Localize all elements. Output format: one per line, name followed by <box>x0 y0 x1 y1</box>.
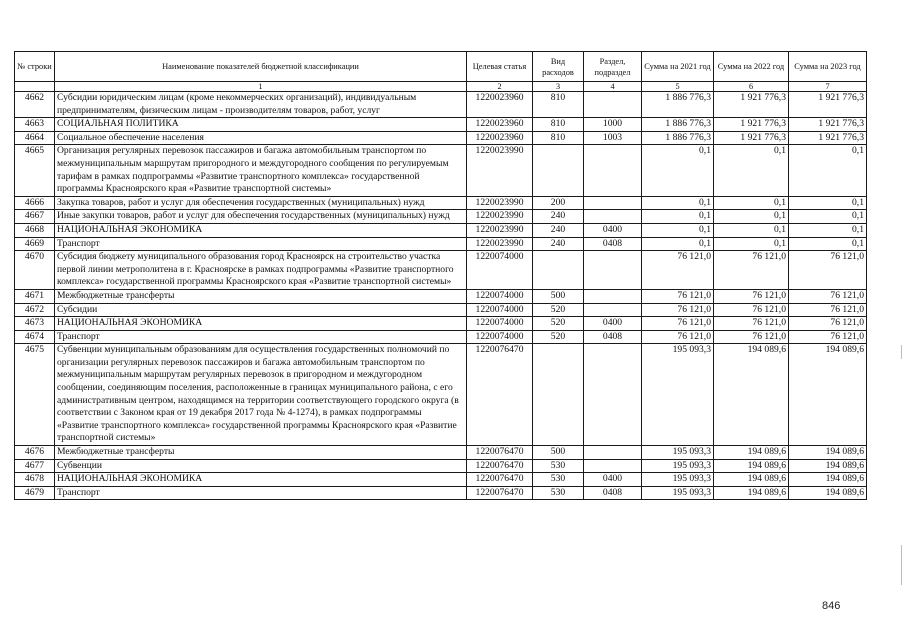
table-row <box>15 289 867 303</box>
row-number-cell: 4675 <box>15 344 55 446</box>
indicator-name-cell: СОЦИАЛЬНАЯ ПОЛИТИКА <box>55 118 467 132</box>
expense-type-cell: 500 <box>533 289 584 303</box>
row-number-cell: 4673 <box>15 317 55 331</box>
header-row-no: № строки <box>15 52 55 82</box>
target-article-cell: 1220076470 <box>467 473 533 487</box>
target-article-cell: 1220074000 <box>467 303 533 317</box>
table-row <box>15 446 867 460</box>
target-article-cell: 1220074000 <box>467 251 533 290</box>
section-code-cell <box>584 210 642 224</box>
indicator-name-cell: Субвенции муниципальным образованиям для осуществления государственных полномочий по организации регулярных перевозок пассажиров и багажа автомобильным транспортом по межмуниципальным маршрутам регулярных перевозок в пригородном и междугородном сообщении, соединяющим поселения, расположенные в границах муниципального района, с его административным центром, находящимся на территории соответствующего городского округа (в соответствии с Законом края от 19 декабря 2017 года № 4-1274), в рамках подпрограммы «Развитие транспортного комплекса» государственной программы Красноярского края «Развитие транспортной системы» <box>55 344 467 446</box>
row-number-cell: 4671 <box>15 289 55 303</box>
indicator-name-cell: НАЦИОНАЛЬНАЯ ЭКОНОМИКА <box>55 473 467 487</box>
row-number-cell: 4669 <box>15 237 55 251</box>
sum-2023-cell: 1 921 776,3 <box>789 92 867 118</box>
sum-2022-cell: 0,1 <box>714 223 789 237</box>
sum-2023-cell: 76 121,0 <box>789 317 867 331</box>
target-article-cell: 1220023990 <box>467 196 533 210</box>
sum-2021-cell: 0,1 <box>642 196 714 210</box>
indicator-name-cell: Транспорт <box>55 237 467 251</box>
indicator-name-cell: Транспорт <box>55 330 467 344</box>
sum-2022-cell: 76 121,0 <box>714 330 789 344</box>
header-sum-2021: Сумма на 2021 год <box>642 52 714 82</box>
table-row <box>15 473 867 487</box>
sum-2021-cell: 76 121,0 <box>642 330 714 344</box>
table-row <box>15 145 867 196</box>
sum-2022-cell: 76 121,0 <box>714 289 789 303</box>
sum-2021-cell: 76 121,0 <box>642 303 714 317</box>
sum-2021-cell: 0,1 <box>642 237 714 251</box>
expense-type-cell: 520 <box>533 317 584 331</box>
sum-2021-cell: 0,1 <box>642 223 714 237</box>
section-code-cell <box>584 92 642 118</box>
target-article-cell: 1220023960 <box>467 131 533 145</box>
sum-2023-cell: 194 089,6 <box>789 486 867 500</box>
row-number-cell: 4679 <box>15 486 55 500</box>
sum-2021-cell: 0,1 <box>642 210 714 224</box>
row-number-cell: 4674 <box>15 330 55 344</box>
row-number-cell: 4664 <box>15 131 55 145</box>
row-number-cell: 4667 <box>15 210 55 224</box>
section-code-cell <box>584 145 642 196</box>
sum-2022-cell: 0,1 <box>714 196 789 210</box>
target-article-cell: 1220023960 <box>467 118 533 132</box>
sum-2023-cell: 0,1 <box>789 196 867 210</box>
expense-type-cell: 500 <box>533 446 584 460</box>
sum-2022-cell: 194 089,6 <box>714 486 789 500</box>
target-article-cell: 1220076470 <box>467 459 533 473</box>
expense-type-cell: 200 <box>533 196 584 210</box>
table-row <box>15 92 867 118</box>
sum-2023-cell: 0,1 <box>789 145 867 196</box>
sum-2022-cell: 1 921 776,3 <box>714 131 789 145</box>
target-article-cell: 1220023960 <box>467 92 533 118</box>
indicator-name-cell: Субсидия бюджету муниципального образования город Красноярск на строительство участка первой линии метрополитена в г. Красноярске в рамках подпрограммы «Развитие транспортного комплекса» государственной программы Красноярского края «Развитие транспортной системы» <box>55 251 467 290</box>
expense-type-cell: 520 <box>533 330 584 344</box>
sum-2022-cell: 0,1 <box>714 145 789 196</box>
target-article-cell: 1220076470 <box>467 344 533 446</box>
section-code-cell: 1000 <box>584 118 642 132</box>
indicator-name-cell: Закупка товаров, работ и услуг для обеспечения государственных (муниципальных) нужд <box>55 196 467 210</box>
sum-2022-cell: 76 121,0 <box>714 317 789 331</box>
header-sum-2023: Сумма на 2023 год <box>789 52 867 82</box>
table-row <box>15 459 867 473</box>
row-number-cell: 4678 <box>15 473 55 487</box>
section-code-cell: 0400 <box>584 317 642 331</box>
expense-type-cell <box>533 145 584 196</box>
sum-2021-cell: 195 093,3 <box>642 486 714 500</box>
section-code-cell <box>584 303 642 317</box>
sum-2021-cell: 195 093,3 <box>642 459 714 473</box>
indicator-name-cell: Субсидии <box>55 303 467 317</box>
row-number-cell: 4663 <box>15 118 55 132</box>
expense-type-cell: 530 <box>533 486 584 500</box>
sum-2023-cell: 0,1 <box>789 237 867 251</box>
section-code-cell: 0400 <box>584 473 642 487</box>
table-body <box>15 92 867 500</box>
sum-2023-cell: 194 089,6 <box>789 459 867 473</box>
table-row <box>15 317 867 331</box>
table-row <box>15 344 867 446</box>
sum-2023-cell: 76 121,0 <box>789 330 867 344</box>
row-number-cell: 4672 <box>15 303 55 317</box>
sum-2023-cell: 194 089,6 <box>789 344 867 446</box>
section-code-cell <box>584 344 642 446</box>
sum-2022-cell: 1 921 776,3 <box>714 118 789 132</box>
scan-margin-mark <box>901 545 902 585</box>
indicator-name-cell: Организация регулярных перевозок пассажиров и багажа автомобильным транспортом по межмуниципальным маршрутам пригородного и междугородного сообщения по регулируемым тарифам в рамках подпрограммы «Развитие транспортного комплекса» государственной программы Красноярского края «Развитие транспортной системы» <box>55 145 467 196</box>
sum-2023-cell: 194 089,6 <box>789 473 867 487</box>
section-code-cell <box>584 459 642 473</box>
sum-2023-cell: 76 121,0 <box>789 251 867 290</box>
sum-2023-cell: 76 121,0 <box>789 289 867 303</box>
column-number: 1 <box>55 82 467 92</box>
row-number-cell: 4677 <box>15 459 55 473</box>
column-number: 5 <box>642 82 714 92</box>
sum-2022-cell: 1 921 776,3 <box>714 92 789 118</box>
sum-2023-cell: 76 121,0 <box>789 303 867 317</box>
indicator-name-cell: Межбюджетные трансферты <box>55 446 467 460</box>
indicator-name-cell: Субсидии юридическим лицам (кроме некоммерческих организаций), индивидуальным предпринимателям, физическим лицам - производителям товаров, работ, услуг <box>55 92 467 118</box>
sum-2021-cell: 76 121,0 <box>642 317 714 331</box>
target-article-cell: 1220023990 <box>467 210 533 224</box>
table-row <box>15 223 867 237</box>
table-row <box>15 210 867 224</box>
column-number: 4 <box>584 82 642 92</box>
sum-2021-cell: 76 121,0 <box>642 251 714 290</box>
target-article-cell: 1220076470 <box>467 446 533 460</box>
section-code-cell <box>584 196 642 210</box>
sum-2022-cell: 194 089,6 <box>714 473 789 487</box>
section-code-cell: 0408 <box>584 486 642 500</box>
sum-2022-cell: 194 089,6 <box>714 459 789 473</box>
sum-2022-cell: 76 121,0 <box>714 251 789 290</box>
sum-2021-cell: 0,1 <box>642 145 714 196</box>
expense-type-cell: 240 <box>533 223 584 237</box>
section-code-cell: 0408 <box>584 330 642 344</box>
indicator-name-cell: Субвенции <box>55 459 467 473</box>
expense-type-cell: 240 <box>533 237 584 251</box>
sum-2021-cell: 1 886 776,3 <box>642 118 714 132</box>
table-row <box>15 251 867 290</box>
indicator-name-cell: Иные закупки товаров, работ и услуг для обеспечения государственных (муниципальных) нужд <box>55 210 467 224</box>
target-article-cell: 1220023990 <box>467 237 533 251</box>
expense-type-cell: 810 <box>533 131 584 145</box>
table-header <box>15 52 867 92</box>
table-row <box>15 303 867 317</box>
sum-2021-cell: 195 093,3 <box>642 446 714 460</box>
indicator-name-cell: Межбюджетные трансферты <box>55 289 467 303</box>
row-number-cell: 4662 <box>15 92 55 118</box>
header-target: Целевая статья <box>467 52 533 82</box>
sum-2021-cell: 195 093,3 <box>642 473 714 487</box>
sum-2021-cell: 195 093,3 <box>642 344 714 446</box>
indicator-name-cell: Транспорт <box>55 486 467 500</box>
expense-type-cell: 810 <box>533 118 584 132</box>
target-article-cell: 1220076470 <box>467 486 533 500</box>
section-code-cell <box>584 446 642 460</box>
page-number: 846 <box>822 600 841 612</box>
expense-type-cell <box>533 344 584 446</box>
row-number-cell: 4666 <box>15 196 55 210</box>
target-article-cell: 1220074000 <box>467 317 533 331</box>
sum-2022-cell: 194 089,6 <box>714 344 789 446</box>
table-row <box>15 237 867 251</box>
expense-type-cell: 520 <box>533 303 584 317</box>
target-article-cell: 1220074000 <box>467 330 533 344</box>
header-section: Раздел, подраздел <box>584 52 642 82</box>
expense-type-cell: 240 <box>533 210 584 224</box>
column-number: 3 <box>533 82 584 92</box>
expense-type-cell <box>533 251 584 290</box>
target-article-cell: 1220023990 <box>467 223 533 237</box>
expense-type-cell: 530 <box>533 473 584 487</box>
column-number <box>15 82 55 92</box>
column-number-row <box>15 82 867 92</box>
sum-2023-cell: 1 921 776,3 <box>789 118 867 132</box>
row-number-cell: 4668 <box>15 223 55 237</box>
section-code-cell: 1003 <box>584 131 642 145</box>
section-code-cell: 0400 <box>584 223 642 237</box>
sum-2022-cell: 0,1 <box>714 210 789 224</box>
column-number: 7 <box>789 82 867 92</box>
target-article-cell: 1220074000 <box>467 289 533 303</box>
indicator-name-cell: НАЦИОНАЛЬНАЯ ЭКОНОМИКА <box>55 223 467 237</box>
header-expense-type: Вид расходов <box>533 52 584 82</box>
sum-2021-cell: 1 886 776,3 <box>642 131 714 145</box>
expense-type-cell: 810 <box>533 92 584 118</box>
sum-2022-cell: 76 121,0 <box>714 303 789 317</box>
row-number-cell: 4665 <box>15 145 55 196</box>
header-name: Наименование показателей бюджетной классификации <box>55 52 467 82</box>
sum-2023-cell: 0,1 <box>789 223 867 237</box>
sum-2023-cell: 1 921 776,3 <box>789 131 867 145</box>
table-row <box>15 131 867 145</box>
section-code-cell <box>584 289 642 303</box>
sum-2021-cell: 1 886 776,3 <box>642 92 714 118</box>
row-number-cell: 4670 <box>15 251 55 290</box>
sum-2023-cell: 194 089,6 <box>789 446 867 460</box>
sum-2022-cell: 194 089,6 <box>714 446 789 460</box>
table-row <box>15 486 867 500</box>
sum-2023-cell: 0,1 <box>789 210 867 224</box>
column-number: 6 <box>714 82 789 92</box>
section-code-cell <box>584 251 642 290</box>
column-number: 2 <box>467 82 533 92</box>
scan-margin-mark <box>901 345 902 359</box>
table-row <box>15 196 867 210</box>
expense-type-cell: 530 <box>533 459 584 473</box>
sum-2021-cell: 76 121,0 <box>642 289 714 303</box>
budget-table <box>14 51 867 500</box>
indicator-name-cell: НАЦИОНАЛЬНАЯ ЭКОНОМИКА <box>55 317 467 331</box>
table-row <box>15 118 867 132</box>
target-article-cell: 1220023990 <box>467 145 533 196</box>
sum-2022-cell: 0,1 <box>714 237 789 251</box>
indicator-name-cell: Социальное обеспечение населения <box>55 131 467 145</box>
row-number-cell: 4676 <box>15 446 55 460</box>
header-sum-2022: Сумма на 2022 год <box>714 52 789 82</box>
table-row <box>15 330 867 344</box>
section-code-cell: 0408 <box>584 237 642 251</box>
